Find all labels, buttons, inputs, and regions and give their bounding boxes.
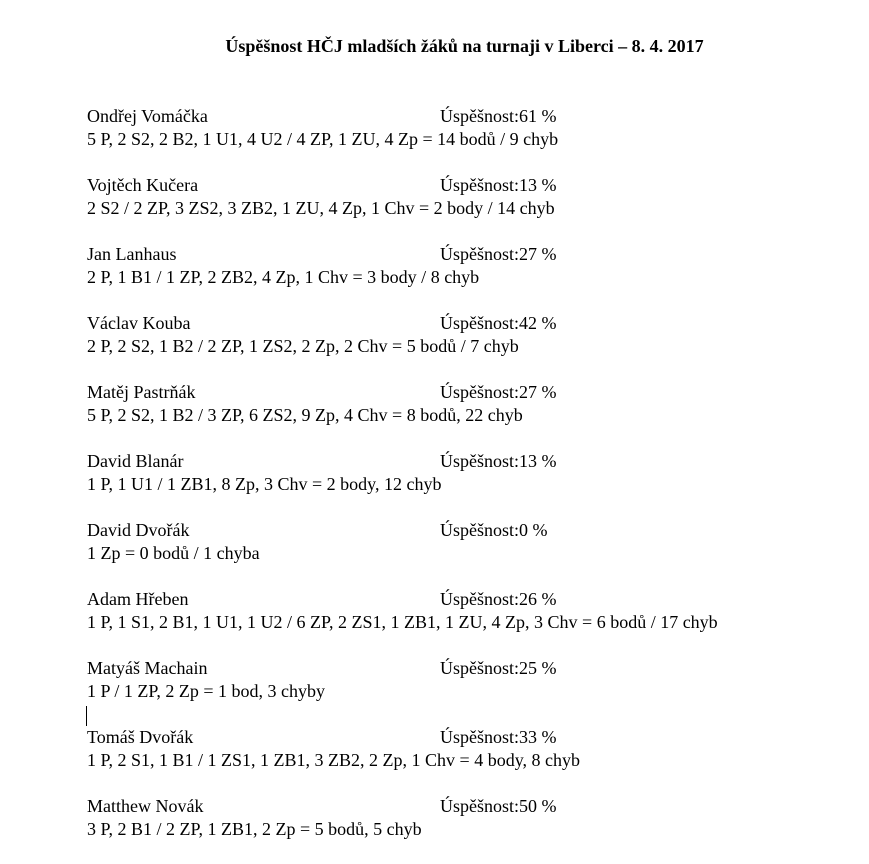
text-cursor — [86, 706, 87, 726]
player-name: Tomáš Dvořák — [87, 727, 194, 747]
success-rate-label: Úspěšnost: — [440, 727, 520, 747]
success-rate-value: 25 % — [519, 658, 557, 678]
success-rate-label: Úspěšnost: — [440, 175, 520, 195]
player-entry — [87, 381, 857, 450]
player-detail: 1 P, 2 S1, 1 B1 / 1 ZS1, 1 ZB1, 3 ZB2, 2 Zp, 1 Chv = 4 body, 8 chyb — [87, 750, 581, 770]
success-rate-value: 50 % — [519, 796, 557, 816]
player-name: Matyáš Machain — [87, 658, 208, 678]
player-name: Václav Kouba — [87, 313, 191, 333]
player-entry — [87, 312, 857, 381]
success-rate-label: Úspěšnost: — [440, 313, 520, 333]
player-name: Matthew Novák — [87, 796, 204, 816]
player-detail: 1 P, 1 U1 / 1 ZB1, 8 Zp, 3 Chv = 2 body, 12 chyb — [87, 474, 442, 494]
success-rate-label: Úspěšnost: — [440, 451, 520, 471]
player-detail: 1 Zp = 0 bodů / 1 chyba — [87, 543, 260, 563]
player-detail: 2 P, 1 B1 / 1 ZP, 2 ZB2, 4 Zp, 1 Chv = 3 body / 8 chyb — [87, 267, 480, 287]
player-entry — [87, 657, 857, 726]
success-rate-label: Úspěšnost: — [440, 106, 520, 126]
player-name: Matěj Pastrňák — [87, 382, 196, 402]
player-detail: 1 P / 1 ZP, 2 Zp = 1 bod, 3 chyby — [87, 681, 325, 701]
player-detail: 5 P, 2 S2, 2 B2, 1 U1, 4 U2 / 4 ZP, 1 ZU, 4 Zp = 14 bodů / 9 chyb — [87, 129, 559, 149]
success-rate-value: 13 % — [519, 451, 557, 471]
player-entry — [87, 243, 857, 312]
player-detail: 3 P, 2 B1 / 2 ZP, 1 ZB1, 2 Zp = 5 bodů, 5 chyb — [87, 819, 422, 839]
success-rate-label: Úspěšnost: — [440, 796, 520, 816]
player-entry — [87, 795, 857, 864]
success-rate-label: Úspěšnost: — [440, 520, 520, 540]
success-rate-value: 27 % — [519, 244, 557, 264]
success-rate-label: Úspěšnost: — [440, 589, 520, 609]
success-rate-value: 33 % — [519, 727, 557, 747]
player-list — [87, 105, 857, 864]
player-entry — [87, 174, 857, 243]
success-rate-value: 26 % — [519, 589, 557, 609]
player-name: Vojtěch Kučera — [87, 175, 199, 195]
player-detail: 5 P, 2 S2, 1 B2 / 3 ZP, 6 ZS2, 9 Zp, 4 Chv = 8 bodů, 22 chyb — [87, 405, 523, 425]
player-name: David Blanár — [87, 451, 184, 471]
player-entry — [87, 588, 857, 657]
success-rate-label: Úspěšnost: — [440, 658, 520, 678]
player-name: David Dvořák — [87, 520, 190, 540]
player-name: Jan Lanhaus — [87, 244, 177, 264]
success-rate-value: 42 % — [519, 313, 557, 333]
player-name: Ondřej Vomáčka — [87, 106, 208, 126]
player-name: Adam Hřeben — [87, 589, 189, 609]
player-entry — [87, 105, 857, 174]
success-rate-value: 0 % — [519, 520, 548, 540]
success-rate-value: 61 % — [519, 106, 557, 126]
success-rate-label: Úspěšnost: — [440, 382, 520, 402]
document-title: Úspěšnost HČJ mladších žáků na turnaji v Liberci – 8. 4. 2017 — [225, 36, 704, 56]
player-entry — [87, 726, 857, 795]
success-rate-value: 27 % — [519, 382, 557, 402]
player-detail: 1 P, 1 S1, 2 B1, 1 U1, 1 U2 / 6 ZP, 2 ZS1, 1 ZB1, 1 ZU, 4 Zp, 3 Chv = 6 bodů / 17 chyb — [87, 612, 718, 632]
player-detail: 2 S2 / 2 ZP, 3 ZS2, 3 ZB2, 1 ZU, 4 Zp, 1 Chv = 2 body / 14 chyb — [87, 198, 555, 218]
success-rate-value: 13 % — [519, 175, 557, 195]
player-entry — [87, 519, 857, 588]
player-entry — [87, 450, 857, 519]
player-detail: 2 P, 2 S2, 1 B2 / 2 ZP, 1 ZS2, 2 Zp, 2 Chv = 5 bodů / 7 chyb — [87, 336, 519, 356]
success-rate-label: Úspěšnost: — [440, 244, 520, 264]
